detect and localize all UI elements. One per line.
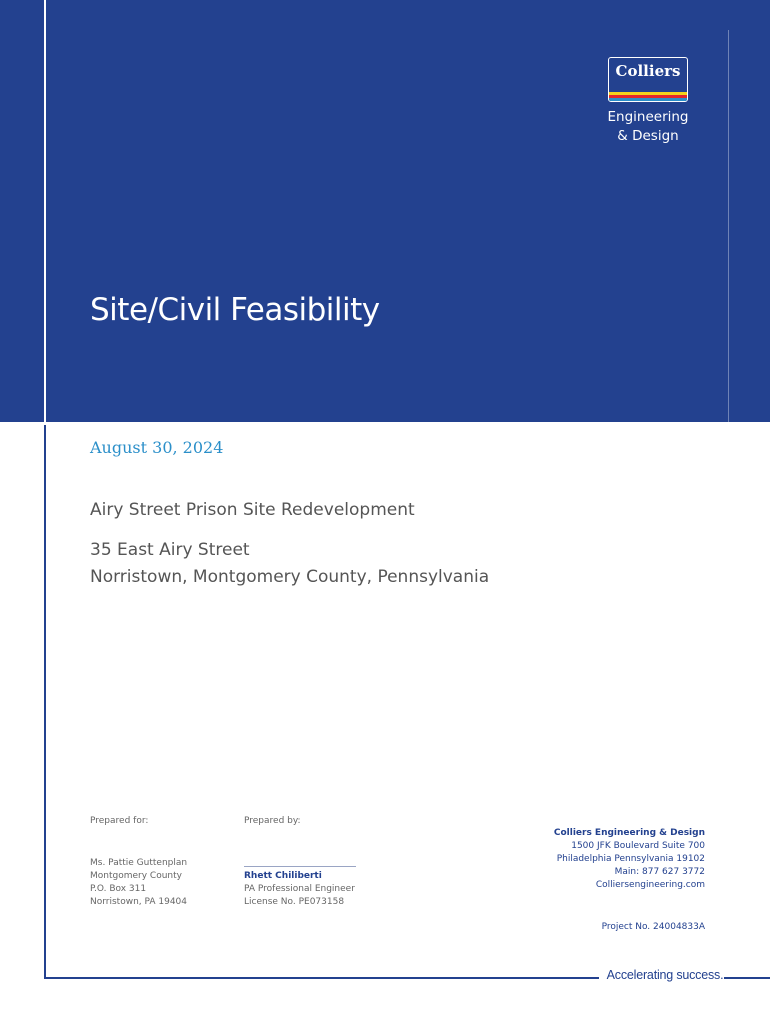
logo-stripe-blue (609, 98, 687, 102)
project-name: Airy Street Prison Site Redevelopment (90, 500, 415, 520)
company-name: Colliers Engineering & Design (553, 828, 705, 838)
site-address-line2: Norristown, Montgomery County, Pennsylvania (90, 567, 490, 587)
signature-line (244, 866, 356, 867)
logo-subtitle (596, 108, 700, 146)
project-number: Project No. 24004833A (601, 922, 705, 932)
engineer-title: PA Professional Engineer (244, 884, 355, 894)
prepared-for-line: Ms. Pattie Guttenplan (90, 858, 188, 868)
company-address1: 1500 JFK Boulevard Suite 700 (571, 841, 705, 851)
left-rule-top (44, 0, 46, 422)
company-address2: Philadelphia Pennsylvania 19102 (556, 854, 705, 864)
prepared-for-line: P.O. Box 311 (90, 884, 147, 894)
logo-wordmark: Colliers (615, 62, 681, 80)
company-website[interactable]: Colliersengineering.com (595, 880, 705, 890)
logo-sub-line2: & Design (617, 128, 679, 144)
prepared-by-block (244, 870, 355, 909)
prepared-for-line: Montgomery County (90, 871, 182, 881)
logo-sub-line1: Engineering (607, 109, 689, 125)
engineer-name: Rhett Chiliberti (244, 871, 322, 881)
engineer-license: License No. PE073158 (244, 897, 345, 907)
document-date: August 30, 2024 (90, 438, 224, 457)
company-block (554, 827, 705, 892)
right-rule (728, 30, 729, 422)
colliers-logo (608, 57, 688, 102)
prepared-for-line: Norristown, PA 19404 (90, 897, 187, 907)
site-address-line1: 35 East Airy Street (90, 540, 250, 560)
company-phone: Main: 877 627 3772 (614, 867, 705, 877)
prepared-by-label: Prepared by: (244, 816, 301, 826)
brand-tagline: Accelerating success. (606, 968, 724, 982)
bottom-rule-tail (724, 977, 770, 979)
prepared-for-label: Prepared for: (90, 816, 149, 826)
document-title: Site/Civil Feasibility (90, 292, 380, 328)
bottom-rule (44, 977, 599, 979)
prepared-for-block (90, 857, 187, 909)
left-rule-bottom (44, 425, 46, 978)
